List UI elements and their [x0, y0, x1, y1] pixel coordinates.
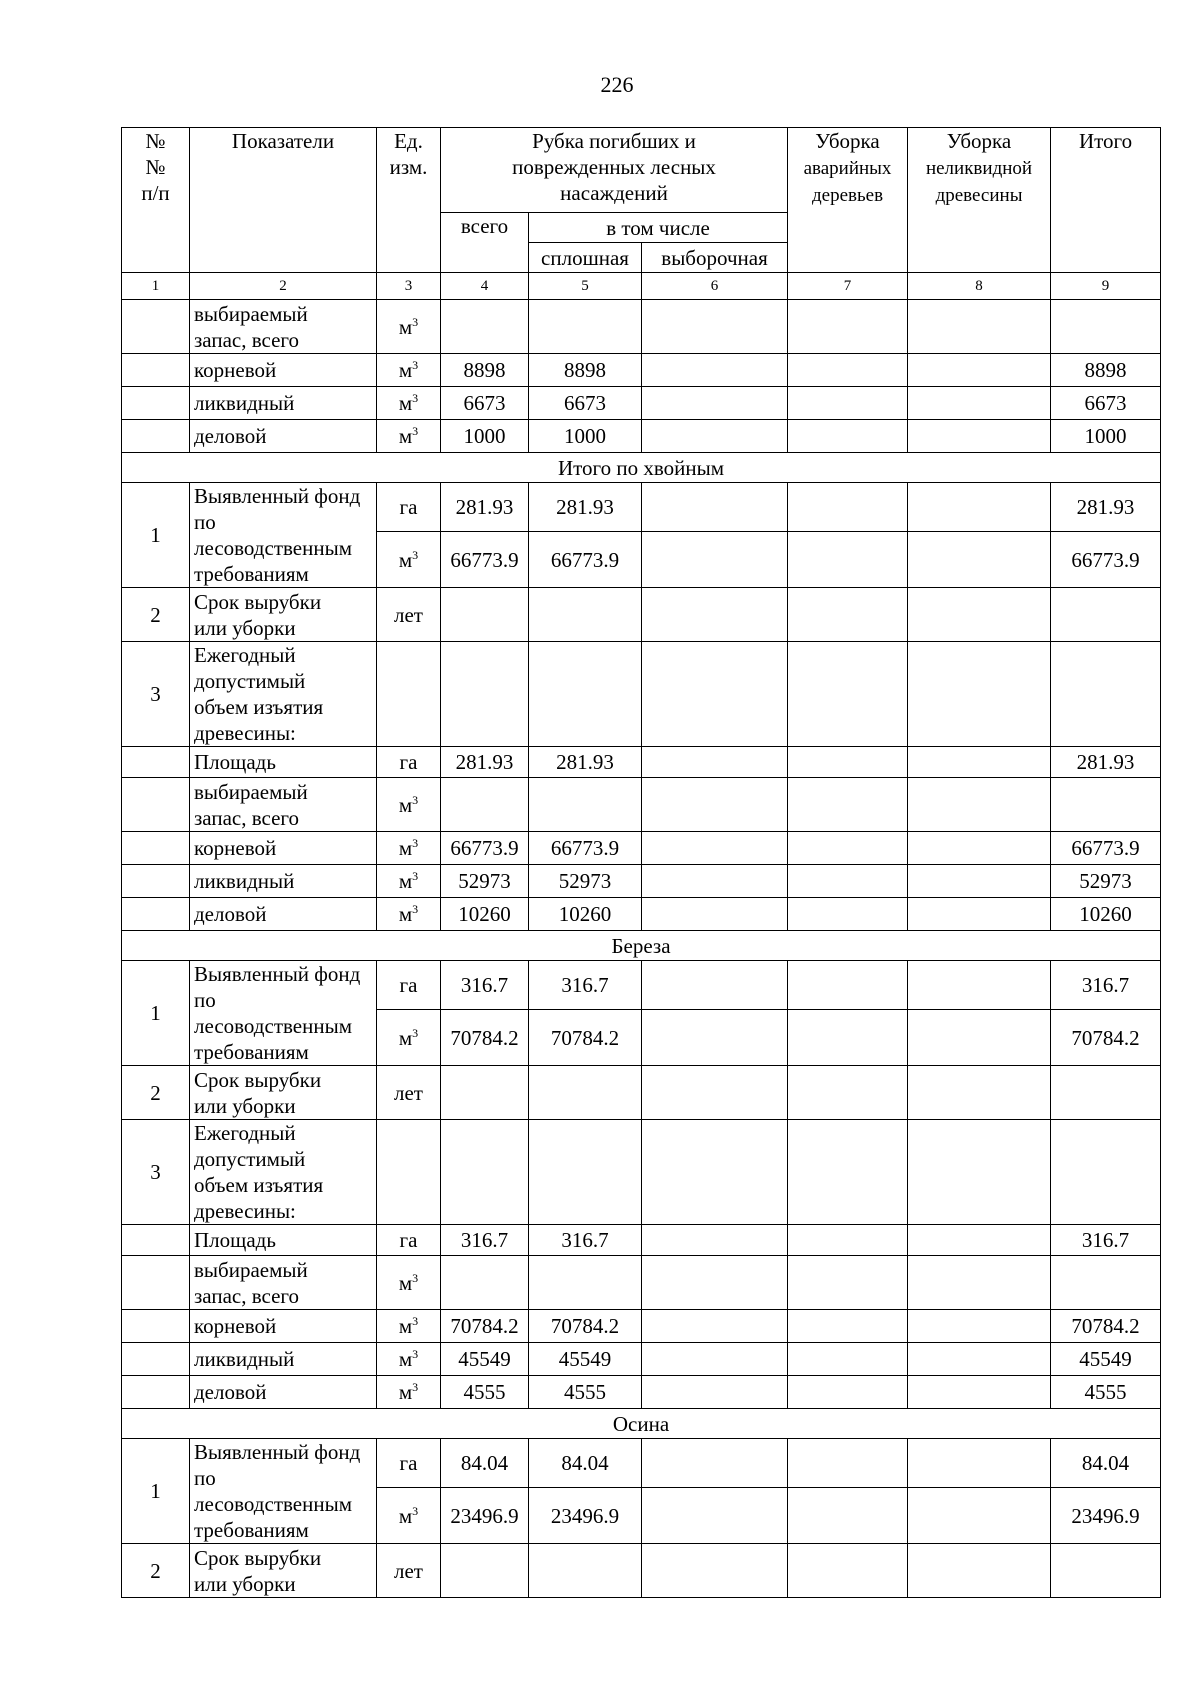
table-row: деловой $м^3$ 10260 10260 10260 [122, 898, 1161, 931]
table-row: Площадь га 281.93 281.93 281.93 [122, 747, 1161, 778]
header-including: в том числе [529, 213, 788, 243]
header-col-clear: сплошная [529, 243, 642, 273]
page-number: 226 [600, 72, 634, 97]
header-col-all: всего [441, 213, 529, 273]
header-col-selective: выборочная [642, 243, 788, 273]
section-title-conifer: Итого по хвойным [122, 453, 1161, 483]
table-row: 3 Ежегодный допустимый объем изъятия древесины: [122, 642, 1161, 747]
header-group-felling: Рубка погибших и поврежденных лесных насаждений [441, 128, 788, 213]
forest-harvest-table [121, 127, 1161, 1598]
header-row [122, 128, 1161, 213]
header-col-illiquid: Уборка неликвидной древесины [908, 128, 1051, 273]
header-col-unit: Ед. изм. [377, 128, 441, 273]
table-row: 2 Срок вырубки или уборки лет [122, 588, 1161, 642]
table-row: Площадь га 316.7 316.7 316.7 [122, 1225, 1161, 1256]
table-row: выбираемый запас, всего $м^3$ [122, 300, 1161, 354]
table-row: выбираемый запас, всего $м^3$ [122, 778, 1161, 832]
table-row: $м^3$ 66773.9 66773.9 66773.9 [122, 532, 1161, 588]
table-row: деловой $м^3$ 4555 4555 4555 [122, 1376, 1161, 1409]
header-col-emergency: Уборка аварийных деревьев [788, 128, 908, 273]
table-row: $м^3$ 23496.9 23496.9 23496.9 [122, 1488, 1161, 1544]
table-row: ликвидный $м^3$ 45549 45549 45549 [122, 1343, 1161, 1376]
table-row: корневой $м^3$ 8898 8898 8898 [122, 354, 1161, 387]
table-row: корневой $м^3$ 70784.2 70784.2 70784.2 [122, 1310, 1161, 1343]
table-row: 1 Выявленный фонд по лесоводственным требованиям га 316.7 316.7 316.7 [122, 961, 1161, 1010]
section-title-birch: Береза [122, 931, 1161, 961]
header-col-indicators: Показатели [190, 128, 377, 273]
table-row: $м^3$ 70784.2 70784.2 70784.2 [122, 1010, 1161, 1066]
table-row: деловой $м^3$ 1000 1000 1000 [122, 420, 1161, 453]
table-row: 1 Выявленный фонд по лесоводственным требованиям га 84.04 84.04 84.04 [122, 1439, 1161, 1488]
section-title-aspen: Осина [122, 1409, 1161, 1439]
table-row: выбираемый запас, всего $м^3$ [122, 1256, 1161, 1310]
table-row: 3 Ежегодный допустимый объем изъятия древесины: [122, 1120, 1161, 1225]
table-row: 1 Выявленный фонд по лесоводственным требованиям га 281.93 281.93 281.93 [122, 483, 1161, 532]
table-row: 2 Срок вырубки или уборки лет [122, 1066, 1161, 1120]
header-col-number: № № п/п [122, 128, 190, 273]
header-col-total: Итого [1051, 128, 1161, 273]
table-row: 2 Срок вырубки или уборки лет [122, 1544, 1161, 1598]
table-row: корневой $м^3$ 66773.9 66773.9 66773.9 [122, 832, 1161, 865]
table-row: ликвидный $м^3$ 6673 6673 6673 [122, 387, 1161, 420]
table-row: ликвидный $м^3$ 52973 52973 52973 [122, 865, 1161, 898]
column-numbers-row: 1 2 3 4 5 6 7 8 9 [122, 273, 1161, 300]
